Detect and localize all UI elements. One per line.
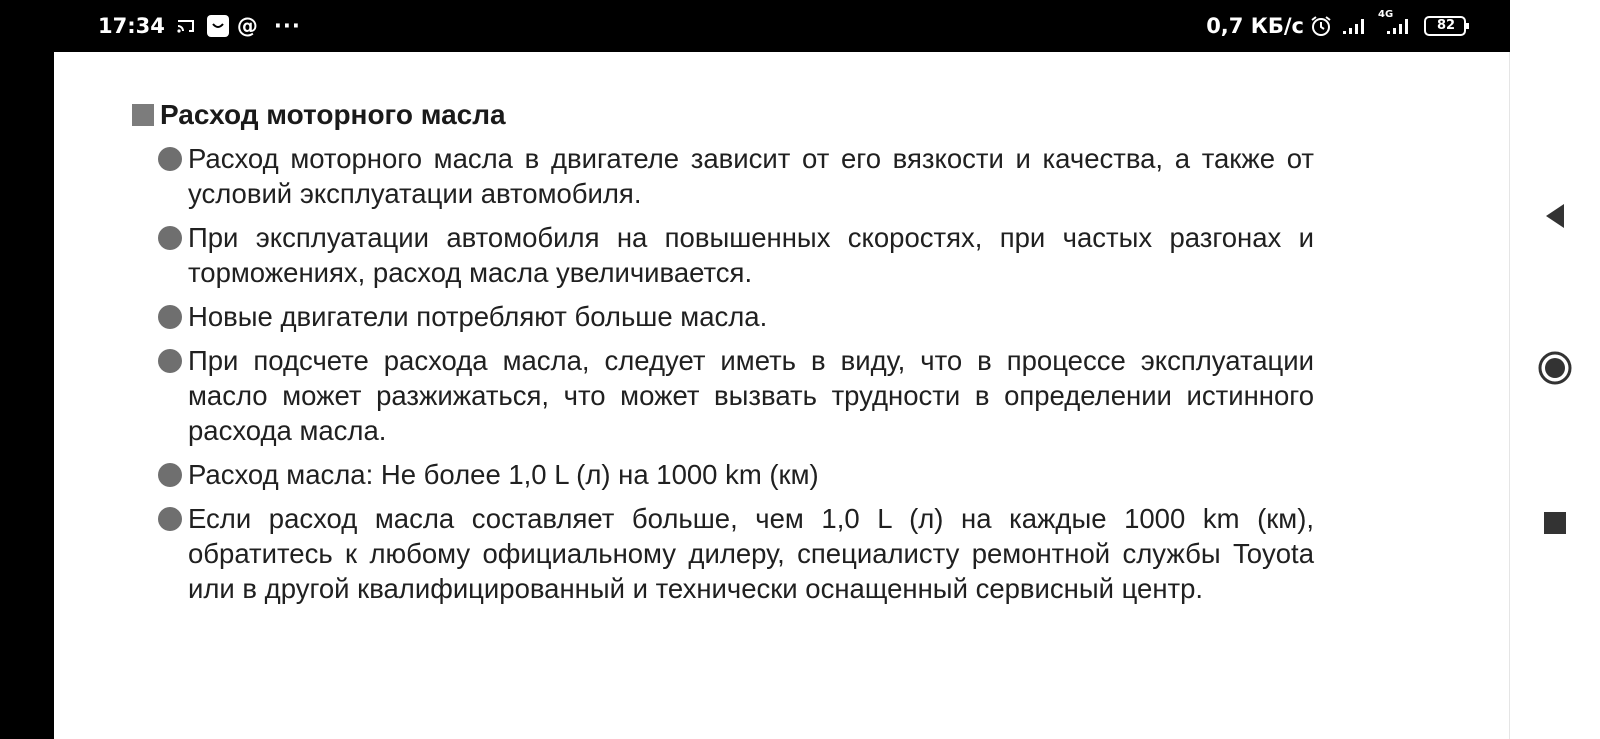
status-left xyxy=(98,14,301,38)
network-type-label: 4G xyxy=(1378,9,1394,20)
back-button[interactable] xyxy=(1510,198,1600,234)
list-item-text: Расход моторного масла в двигателе зависит от его вязкости и качества, а также от условий эксплуатации автомобиля. xyxy=(188,143,1314,209)
home-button[interactable] xyxy=(1510,350,1600,386)
navigation-bar xyxy=(1510,0,1600,739)
app-notification-icon xyxy=(207,15,229,37)
status-right xyxy=(1206,9,1470,38)
signal-icon xyxy=(1342,17,1368,35)
more-dots-icon: ··· xyxy=(273,14,301,38)
bullet-icon xyxy=(158,463,182,487)
network-speed: 0,7 КБ/с xyxy=(1206,14,1304,38)
list-item xyxy=(132,343,1314,448)
list-item xyxy=(132,457,1314,492)
list-item xyxy=(132,220,1314,290)
list-item-text: При эксплуатации автомобиля на повышенных скоростях, при частых разгонах и торможениях, расход масла увеличивается. xyxy=(188,222,1314,288)
list-item-text: Если расход масла составляет больше, чем 1,0 L (л) на каждые 1000 km (км), обратитесь к любому официальному дилеру, специалисту ремонтной службы Toyota или в другой квалифицированный и технически оснащенный сервисный центр. xyxy=(188,503,1314,604)
bullet-icon xyxy=(158,507,182,531)
recents-button[interactable] xyxy=(1510,508,1600,538)
list-item-text: Новые двигатели потребляют больше масла. xyxy=(188,301,768,332)
at-sign-icon: @ xyxy=(236,14,258,38)
status-time: 17:34 xyxy=(98,14,165,38)
list-item-text: Расход масла: Не более 1,0 L (л) на 1000 km (км) xyxy=(188,459,819,490)
battery-icon xyxy=(1424,15,1470,37)
heading-square-icon xyxy=(132,104,154,126)
document-page xyxy=(132,97,1314,615)
left-strip xyxy=(0,52,54,739)
signal-4g-icon xyxy=(1378,9,1412,35)
list-item xyxy=(132,141,1314,211)
bullet-icon xyxy=(158,349,182,373)
bullet-list xyxy=(132,141,1314,606)
bullet-icon xyxy=(158,147,182,171)
section-heading-text: Расход моторного масла xyxy=(160,99,506,130)
recents-square-icon xyxy=(1544,512,1566,534)
list-item xyxy=(132,299,1314,334)
bullet-icon xyxy=(158,305,182,329)
cast-icon xyxy=(177,18,199,34)
back-triangle-icon xyxy=(1544,203,1566,229)
battery-level: 82 xyxy=(1437,18,1456,33)
document-viewer[interactable] xyxy=(54,52,1510,739)
status-bar xyxy=(0,0,1510,52)
home-circle-icon xyxy=(1538,351,1572,385)
list-item xyxy=(132,501,1314,606)
section-heading xyxy=(132,97,1314,133)
alarm-icon xyxy=(1310,15,1332,37)
bullet-icon xyxy=(158,226,182,250)
list-item-text: При подсчете расхода масла, следует иметь в виду, что в процессе эксплуатации масло может разжижаться, что может вызвать трудности в определении истинного расхода масла. xyxy=(188,345,1314,446)
